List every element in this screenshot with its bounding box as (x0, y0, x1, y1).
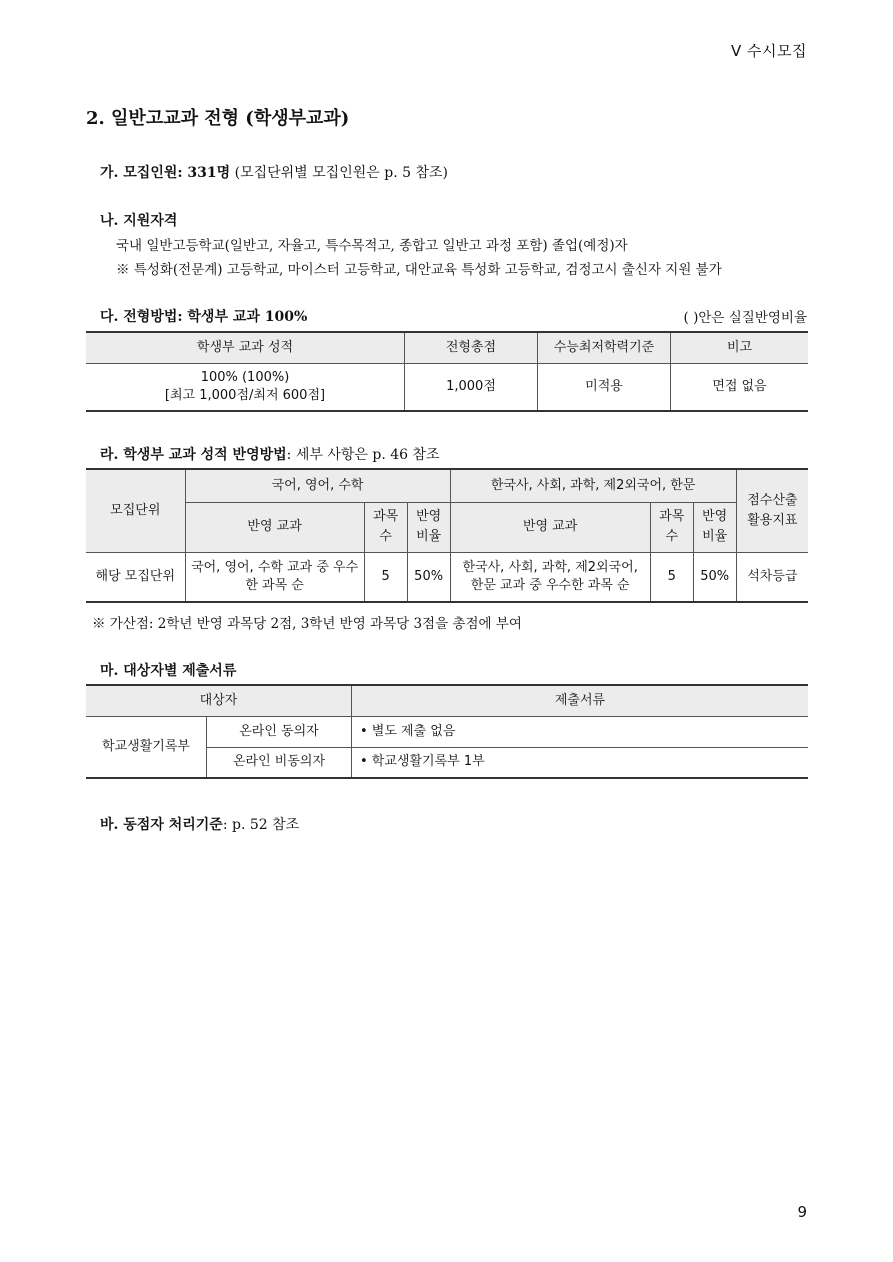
eligibility-line-2: ※ 특성화(전문계) 고등학교, 마이스터 고등학교, 대안교육 특성화 고등학교, 검정고시 출신자 지원 불가 (116, 262, 722, 278)
applicant-cell: 온라인 동의자 (207, 716, 352, 747)
ratio-note: ( )안은 실질반영비율 (683, 310, 807, 326)
header-cell: 전형총점 (405, 332, 538, 363)
section-header: V 수시모집 (731, 42, 807, 60)
selection-method-table (86, 331, 808, 412)
header-cell: 대상자 (86, 685, 352, 716)
documents-table (86, 684, 808, 779)
header-cell: 제출서류 (352, 685, 809, 716)
unit-header: 모집단위 (86, 469, 185, 552)
subject-cell: 한국사, 사회, 과학, 제2외국어, 한문 교과 중 우수한 과목 순 (450, 552, 650, 602)
ratio-cell: 50% (407, 552, 450, 602)
subheader-cell: 과목 수 (364, 502, 407, 552)
eligibility-line-1: 국내 일반고등학교(일반고, 자율고, 특수목적고, 종합고 일반고 과정 포함) 졸업(예정)자 (116, 238, 628, 254)
unit-cell: 해당 모집단위 (86, 552, 185, 602)
count-cell: 5 (650, 552, 693, 602)
csat-min-cell: 미적용 (538, 363, 671, 411)
group1-header: 국어, 영어, 수학 (185, 469, 450, 502)
documents-heading: 마. 대상자별 제출서류 (100, 663, 237, 679)
eligibility-heading: 나. 지원자격 (100, 213, 178, 229)
header-cell: 학생부 교과 성적 (86, 332, 405, 363)
quota-line (100, 162, 448, 182)
group2-header: 한국사, 사회, 과학, 제2외국어, 한문 (450, 469, 736, 502)
table-row (86, 363, 808, 411)
group-cell: 학교생활기록부 (86, 716, 207, 778)
table-row (86, 552, 808, 602)
table-subheader-row (86, 502, 808, 552)
remark-cell: 면접 없음 (671, 363, 809, 411)
total-score-cell: 1,000점 (405, 363, 538, 411)
index-header: 점수산출 활용지표 (736, 469, 808, 552)
grade-method-heading: 라. 학생부 교과 성적 반영방법: 세부 사항은 p. 46 참조 (100, 447, 440, 463)
quota-label: 가. 모집인원: 331명 (100, 165, 231, 181)
subheader-cell: 반영 비율 (407, 502, 450, 552)
page-number: 9 (797, 1203, 807, 1221)
subheader-cell: 반영 교과 (185, 502, 364, 552)
page-title: 2. 일반고교과 전형 (학생부교과) (86, 108, 350, 129)
selection-method-heading: 다. 전형방법: 학생부 교과 100% (100, 309, 308, 325)
table-row (86, 716, 808, 747)
subject-cell: 국어, 영어, 수학 교과 중 우수한 과목 순 (185, 552, 364, 602)
header-cell: 비고 (671, 332, 809, 363)
bonus-footnote: ※ 가산점: 2학년 반영 과목당 2점, 3학년 반영 과목당 3점을 총점에 부여 (92, 616, 522, 632)
table-header-row (86, 332, 808, 363)
table-header-row (86, 469, 808, 502)
ratio-cell: 50% (693, 552, 736, 602)
quota-note: (모집단위별 모집인원은 p. 5 참조) (234, 165, 448, 181)
subheader-cell: 반영 비율 (693, 502, 736, 552)
tiebreak-line: 바. 동점자 처리기준: p. 52 참조 (100, 817, 300, 833)
count-cell: 5 (364, 552, 407, 602)
docs-cell: • 별도 제출 없음 (352, 716, 809, 747)
table-header-row (86, 685, 808, 716)
grade-method-table (86, 468, 808, 603)
index-cell: 석차등급 (736, 552, 808, 602)
score-cell: 100% (100%) [최고 1,000점/최저 600점] (86, 363, 405, 411)
subheader-cell: 반영 교과 (450, 502, 650, 552)
applicant-cell: 온라인 비동의자 (207, 747, 352, 778)
docs-cell: • 학교생활기록부 1부 (352, 747, 809, 778)
subheader-cell: 과목 수 (650, 502, 693, 552)
header-cell: 수능최저학력기준 (538, 332, 671, 363)
